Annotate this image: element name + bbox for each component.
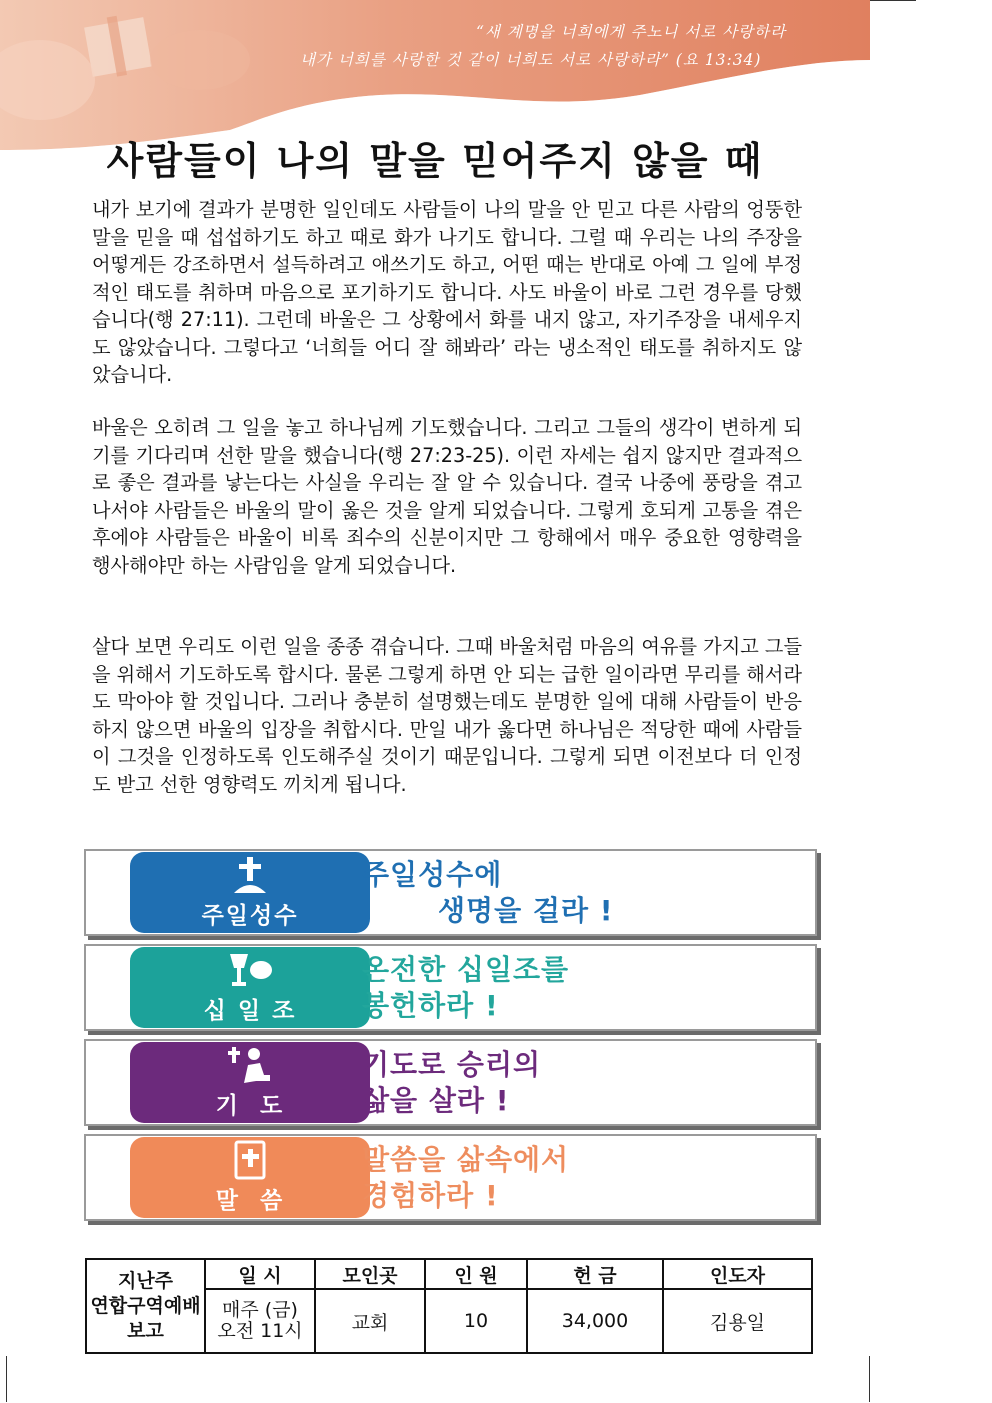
header-offering: 헌 금 [527, 1259, 663, 1289]
cell-place: 교회 [315, 1289, 425, 1353]
margin-mark-right [869, 1356, 870, 1402]
card-badge [130, 852, 370, 933]
report-label-line1: 지난주 [117, 1269, 174, 1292]
card-message [362, 1047, 541, 1119]
header-when: 일 시 [205, 1259, 315, 1289]
card-message-line2: 삶을 살라 ! [362, 1084, 510, 1117]
card-sunday-worship [84, 849, 817, 936]
page-title: 사람들이 나의 말을 믿어주지 않을 때 [106, 139, 764, 183]
report-row-label [86, 1259, 205, 1353]
bible-icon [226, 1140, 274, 1180]
card-label: 말 씀 [215, 1188, 285, 1214]
card-message [362, 1142, 569, 1214]
cell-offering: 34,000 [527, 1289, 663, 1353]
report-label-line3: 보고 [127, 1319, 164, 1342]
card-badge [130, 947, 370, 1028]
header-verse-line1: “새 계명을 너희에게 주노니 서로 사랑하라 [476, 23, 787, 41]
card-message [362, 857, 614, 929]
header-place: 모인곳 [315, 1259, 425, 1289]
practice-cards [84, 849, 817, 1229]
margin-mark-left [6, 1356, 7, 1402]
card-message-line2: 경험하라 ! [362, 1179, 499, 1212]
report-header-row [86, 1259, 812, 1289]
body-paragraph-3: 살다 보면 우리도 이런 일을 종종 겪습니다. 그때 바울처럼 마음의 여유를 가지고 그들을 위해서 기도하도록 합시다. 물론 그렇게 하면 안 되는 급한 일이라면 무리를 해서라도 막아야 할 것입니다. 그러나 충분히 설명했는데도 분명한 일에 대해 사람들이 반응하지 않으면 바울의 입장을 취합시다. 만일 내가 옳다면 하나님은 적당한 때에 사람들이 그것을 인정하도록 인도해주실 것이기 때문입니다. 그렇게 되면 이전보다 더 인정도 받고 선한 영향력도 끼치게 됩니다. [92, 635, 802, 796]
card-message-line2: 생명을 걸라 ! [438, 894, 614, 927]
card-tithe [84, 944, 817, 1031]
card-label: 기 도 [215, 1093, 285, 1119]
header-leader: 인도자 [663, 1259, 812, 1289]
cell-when-line1: 매주 (금) [222, 1299, 298, 1321]
cell-count: 10 [425, 1289, 527, 1353]
margin-mark-top [870, 0, 916, 1]
card-message [362, 952, 569, 1024]
card-badge [130, 1137, 370, 1218]
card-word [84, 1134, 817, 1221]
cell-when [205, 1289, 315, 1353]
header-count: 인 원 [425, 1259, 527, 1289]
card-message-line1: 말씀을 삶속에서 [362, 1143, 570, 1176]
card-label: 십 일 조 [203, 998, 297, 1024]
meeting-report-table [85, 1258, 813, 1354]
card-badge [130, 1042, 370, 1123]
card-message-line1: 주일성수에 [362, 858, 503, 891]
card-message-line1: 온전한 십일조를 [362, 953, 570, 986]
card-message-line2: 봉헌하라 ! [362, 989, 499, 1022]
report-label-line2: 연합구역예배 [90, 1294, 201, 1317]
card-message-line1: 기도로 승리의 [362, 1048, 542, 1081]
cell-when-line2: 오전 11시 [217, 1320, 303, 1342]
body-paragraph-1: 내가 보기에 결과가 분명한 일인데도 사람들이 나의 말을 안 믿고 다른 사람의 엉뚱한 말을 믿을 때 섭섭하기도 하고 때로 화가 나기도 합니다. 그럴 때 우리는 나의 주장을 어떻게든 강조하면서 설득하려고 애쓰기도 하고, 어떤 때는 반대로 아예 그 일에 부정적인 태도를 취하며 마음으로 포기하기도 합니다. 사도 바울이 바로 그런 경우를 당했습니다(행 27:11). 그런데 바울은 그 상황에서 화를 내지 않고, 자기주장을 내세우지도 않았습니다. 그렇다고 ‘너희들 어디 잘 해봐라’ 라는 냉소적인 태도를 취하지도 않았습니다. [92, 198, 802, 386]
body-paragraph-2: 바울은 오히려 그 일을 놓고 하나님께 기도했습니다. 그리고 그들의 생각이 변하게 되기를 기다리며 선한 말을 했습니다(행 27:23-25). 이런 자세는 쉽지 않지만 결과적으로 좋은 결과를 낳는다는 사실을 우리는 잘 알 수 있습니다. 결국 나중에 풍랑을 겪고 나서야 사람들은 바울의 말이 옳은 것을 알게 되었습니다. 그렇게 호되게 고통을 겪은 후에야 사람들은 바울이 비록 죄수의 신분이지만 그 항해에서 매우 중요한 영향력을 행사해야만 하는 사람임을 알게 되었습니다. [92, 416, 802, 577]
card-prayer [84, 1039, 817, 1126]
cell-leader: 김용일 [663, 1289, 812, 1353]
header-verse-line2: 내가 너희를 사랑한 것 같이 너희도 서로 사랑하라” (요 13:34) [300, 51, 762, 69]
card-label: 주일성수 [201, 903, 299, 929]
cup-bread-icon [226, 950, 274, 990]
cross-icon [226, 855, 274, 895]
praying-icon [226, 1045, 274, 1085]
